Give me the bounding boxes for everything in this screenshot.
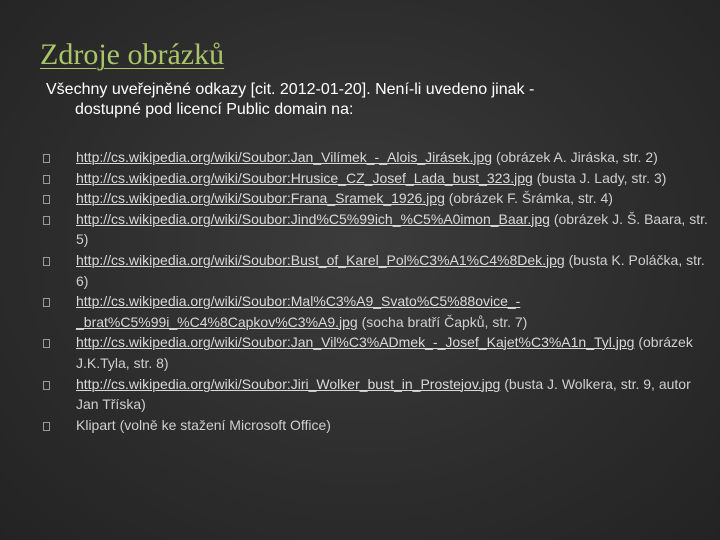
intro-line-1: Všechny uveřejněné odkazy [cit. 2012-01-20]. Není-li uvedeno jinak - xyxy=(46,81,535,98)
source-link[interactable]: http://cs.wikipedia.org/wiki/Soubor:Mal%C3%A9_Svato%C5%88ovice_-_brat%C5%99i_%C4%8Capkov%C3%A9.jpg xyxy=(76,293,521,330)
source-link[interactable]: http://cs.wikipedia.org/wiki/Soubor:Bust_of_Karel_Pol%C3%A1%C4%8Dek.jpg xyxy=(76,251,565,268)
source-note: (busta J. Wolkera, str. 9, autor Jan Tříska) xyxy=(76,375,691,413)
bullet-icon xyxy=(43,257,50,266)
source-note: (obrázek J. Š. Baara, str. 5) xyxy=(76,210,708,248)
bullet-icon xyxy=(43,175,50,184)
source-link[interactable]: http://cs.wikipedia.org/wiki/Soubor:Jan_Vilímek_-_Alois_Jirásek.jpg xyxy=(76,149,493,165)
source-item xyxy=(40,147,710,168)
intro-text xyxy=(46,80,646,120)
source-link[interactable]: http://cs.wikipedia.org/wiki/Soubor:Jiri_Wolker_bust_in_Prostejov.jpg xyxy=(76,375,501,392)
bullet-icon xyxy=(43,422,50,431)
source-item xyxy=(40,209,710,250)
bullet-icon xyxy=(43,195,50,204)
source-item xyxy=(40,291,710,332)
source-note: (obrázek A. Jiráska, str. 2) xyxy=(495,149,658,165)
source-link[interactable]: http://cs.wikipedia.org/wiki/Soubor:Hrusice_CZ_Josef_Lada_bust_323.jpg xyxy=(76,169,533,186)
source-link[interactable]: http://cs.wikipedia.org/wiki/Soubor:Frana_Sramek_1926.jpg xyxy=(76,190,445,207)
bullet-icon xyxy=(43,154,50,163)
source-note: (busta K. Poláčka, str. 6) xyxy=(76,251,705,289)
slide-title: Zdroje obrázků xyxy=(40,38,225,71)
source-item xyxy=(40,188,710,209)
source-note: (socha bratří Čapků, str. 7) xyxy=(361,313,528,330)
source-note: (obrázek F. Šrámka, str. 4) xyxy=(448,190,613,207)
bullet-icon xyxy=(43,339,50,348)
source-note: (busta J. Lady, str. 3) xyxy=(536,169,667,186)
source-list xyxy=(40,147,710,435)
bullet-icon xyxy=(43,381,50,390)
source-item xyxy=(40,168,710,189)
source-note: (obrázek J.K.Tyla, str. 8) xyxy=(76,334,693,371)
source-item xyxy=(40,250,710,291)
source-item xyxy=(40,374,710,415)
bullet-icon xyxy=(43,298,50,307)
bullet-icon xyxy=(43,216,50,225)
source-link[interactable]: http://cs.wikipedia.org/wiki/Soubor:Jind%C5%99ich_%C5%A0imon_Baar.jpg xyxy=(76,210,550,227)
intro-line-2: dostupné pod licencí Public domain na: xyxy=(75,101,354,118)
source-item xyxy=(40,332,710,373)
source-link[interactable]: http://cs.wikipedia.org/wiki/Soubor:Jan_Vil%C3%ADmek_-_Josef_Kajet%C3%A1n_Tyl.jpg xyxy=(76,334,635,351)
source-item xyxy=(40,415,710,436)
source-note: Klipart (volně ke stažení Microsoft Office) xyxy=(76,416,331,433)
